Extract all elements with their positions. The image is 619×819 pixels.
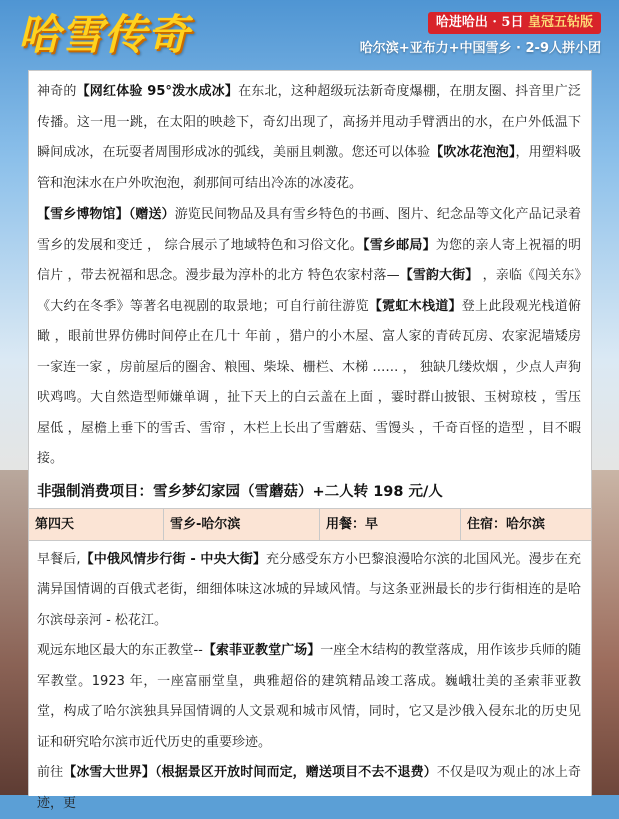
text-run: 充分感受东方小巴黎浪漫哈尔滨的北国风光。漫步在充满异国情调的百俄式老街，细细体味这冰城的异域风情。与这条亚洲最长的步行街相连的是哈尔滨母亲河 - 松花江。 <box>37 551 581 628</box>
route-subtitle: 哈尔滨+亚布力+中国雪乡 · 2-9人拼小团 <box>359 41 601 56</box>
day-route: 雪乡-哈尔滨 <box>164 508 320 540</box>
badge-highlight: 皇冠五钻版 <box>527 15 593 30</box>
day-header-row <box>29 508 591 540</box>
text-run: 不仅是叹为观止的冰上奇迹，更 <box>37 765 581 811</box>
badge-prefix: 哈进哈出 · 5日 <box>435 15 528 30</box>
highlighted-attraction: 【霓虹木栈道】 <box>368 298 462 314</box>
highlighted-attraction: 【雪韵大街】 <box>399 268 479 283</box>
paragraph-central-street <box>29 541 591 637</box>
highlighted-attraction: 【吹冰花泡泡】 <box>430 145 516 160</box>
text-run: 一座全木结构的教堂落成，用作该步兵师的随军教堂。1923 年，一座富丽堂皇，典雅超俗的建筑精品竣工落成。巍峨壮美的圣索菲亚教堂，构成了哈尔滨独具异国情调的人文景观和城市风情，同时，它又是沙俄入侵东北的历史见证和研究哈尔滨市近代历史的重要珍迹。 <box>37 643 581 750</box>
text-run: 游览民间物品及具有雪乡特色的书画、图片、纪念品等文化产品记录着雪乡的发展和变迁 ， 综合展示了地域特色和习俗文化。 <box>37 207 581 253</box>
brand-logo-text: 哈雪传奇 <box>18 10 191 59</box>
highlighted-attraction: 【网红体验 95°泼水成冰】 <box>76 84 239 99</box>
highlighted-attraction: 【冰雪大世界】（根据景区开放时间而定，赠送项目不去不退费） <box>63 765 437 780</box>
text-run: 神奇的 <box>37 84 77 99</box>
header-banner <box>0 0 619 70</box>
optional-consumption-item: 非强制消费项目：雪乡梦幻家园（雪蘑菇）+二人转 198 元/人 <box>37 483 443 500</box>
paragraph-splash-ice <box>29 71 591 199</box>
text-run: ，亲临《闯关东》《大约在冬季》等著名电视剧的取景地；可自行前往游览 <box>37 268 581 314</box>
text-run: 前往 <box>37 765 64 780</box>
background-building-left <box>0 470 30 795</box>
highlighted-attraction: 【索菲亚教堂广场】 <box>202 643 321 658</box>
text-run: 在东北，这种超级玩法新奇度爆棚，在朋友圈、抖音里广泛传播。这一甩一跳，在太阳的映趁下，奇幻出现了，高扬并甩动手臂洒出的水，在户外低温下瞬间成冰，在玩耍者周围形成冰的弧线，美丽且刺激。您还可以体验 <box>37 84 581 160</box>
text-run: 为您的亲人寄上祝福的明信片 ，带去祝福和思念。漫步最为淳朴的北方 特色农家村落— <box>37 237 581 283</box>
paragraph-ice-world <box>29 758 591 819</box>
highlighted-attraction: 【雪乡邮局】 <box>362 237 436 253</box>
day-meals: 用餐：早 <box>320 508 461 540</box>
day-number: 第四天 <box>29 508 164 540</box>
text-run: ，用塑料吸管和泡沫水在户外吹泡泡，刹那间可结出冷冻的冰凌花。 <box>37 145 581 191</box>
paragraph-st-sophia <box>29 636 591 758</box>
text-run: 登上此段观光栈道俯瞰 ，眼前世界仿佛时间停止在几十 年前 ，猎户的小木屋、富人家的青砖瓦房、农家泥墙矮房一家连一家 ，房前屋后的圈舍、粮囤、柴垛、栅栏、木梯 …… ， 独缺几缕炊烟 ，少点人声狗吠鸡鸣。大自然造型师嫌单调 ，扯下天上的白云盖在上面 ，霎时群山披银、玉树琼枝 ，雪压屋低 ，屋檐上垂下的雪舌、雪帘 ，木栏上长出了雪蘑菇、雪馒头 ，千奇百怪的造型 ，目不暇接。 <box>37 298 581 466</box>
highlighted-attraction: 【雪乡博物馆】（赠送） <box>37 207 175 222</box>
paragraph-snow-village <box>29 199 591 475</box>
day-header-table <box>29 508 591 541</box>
itinerary-card <box>28 70 592 811</box>
highlighted-attraction: 【中俄风情步行街 - 中央大街】 <box>80 551 267 567</box>
text-run: 早餐后, <box>37 551 81 567</box>
text-run: 观远东地区最大的东正教堂-- <box>37 643 203 658</box>
day-accommodation: 住宿：哈尔滨 <box>461 508 592 540</box>
product-badge <box>428 12 601 34</box>
